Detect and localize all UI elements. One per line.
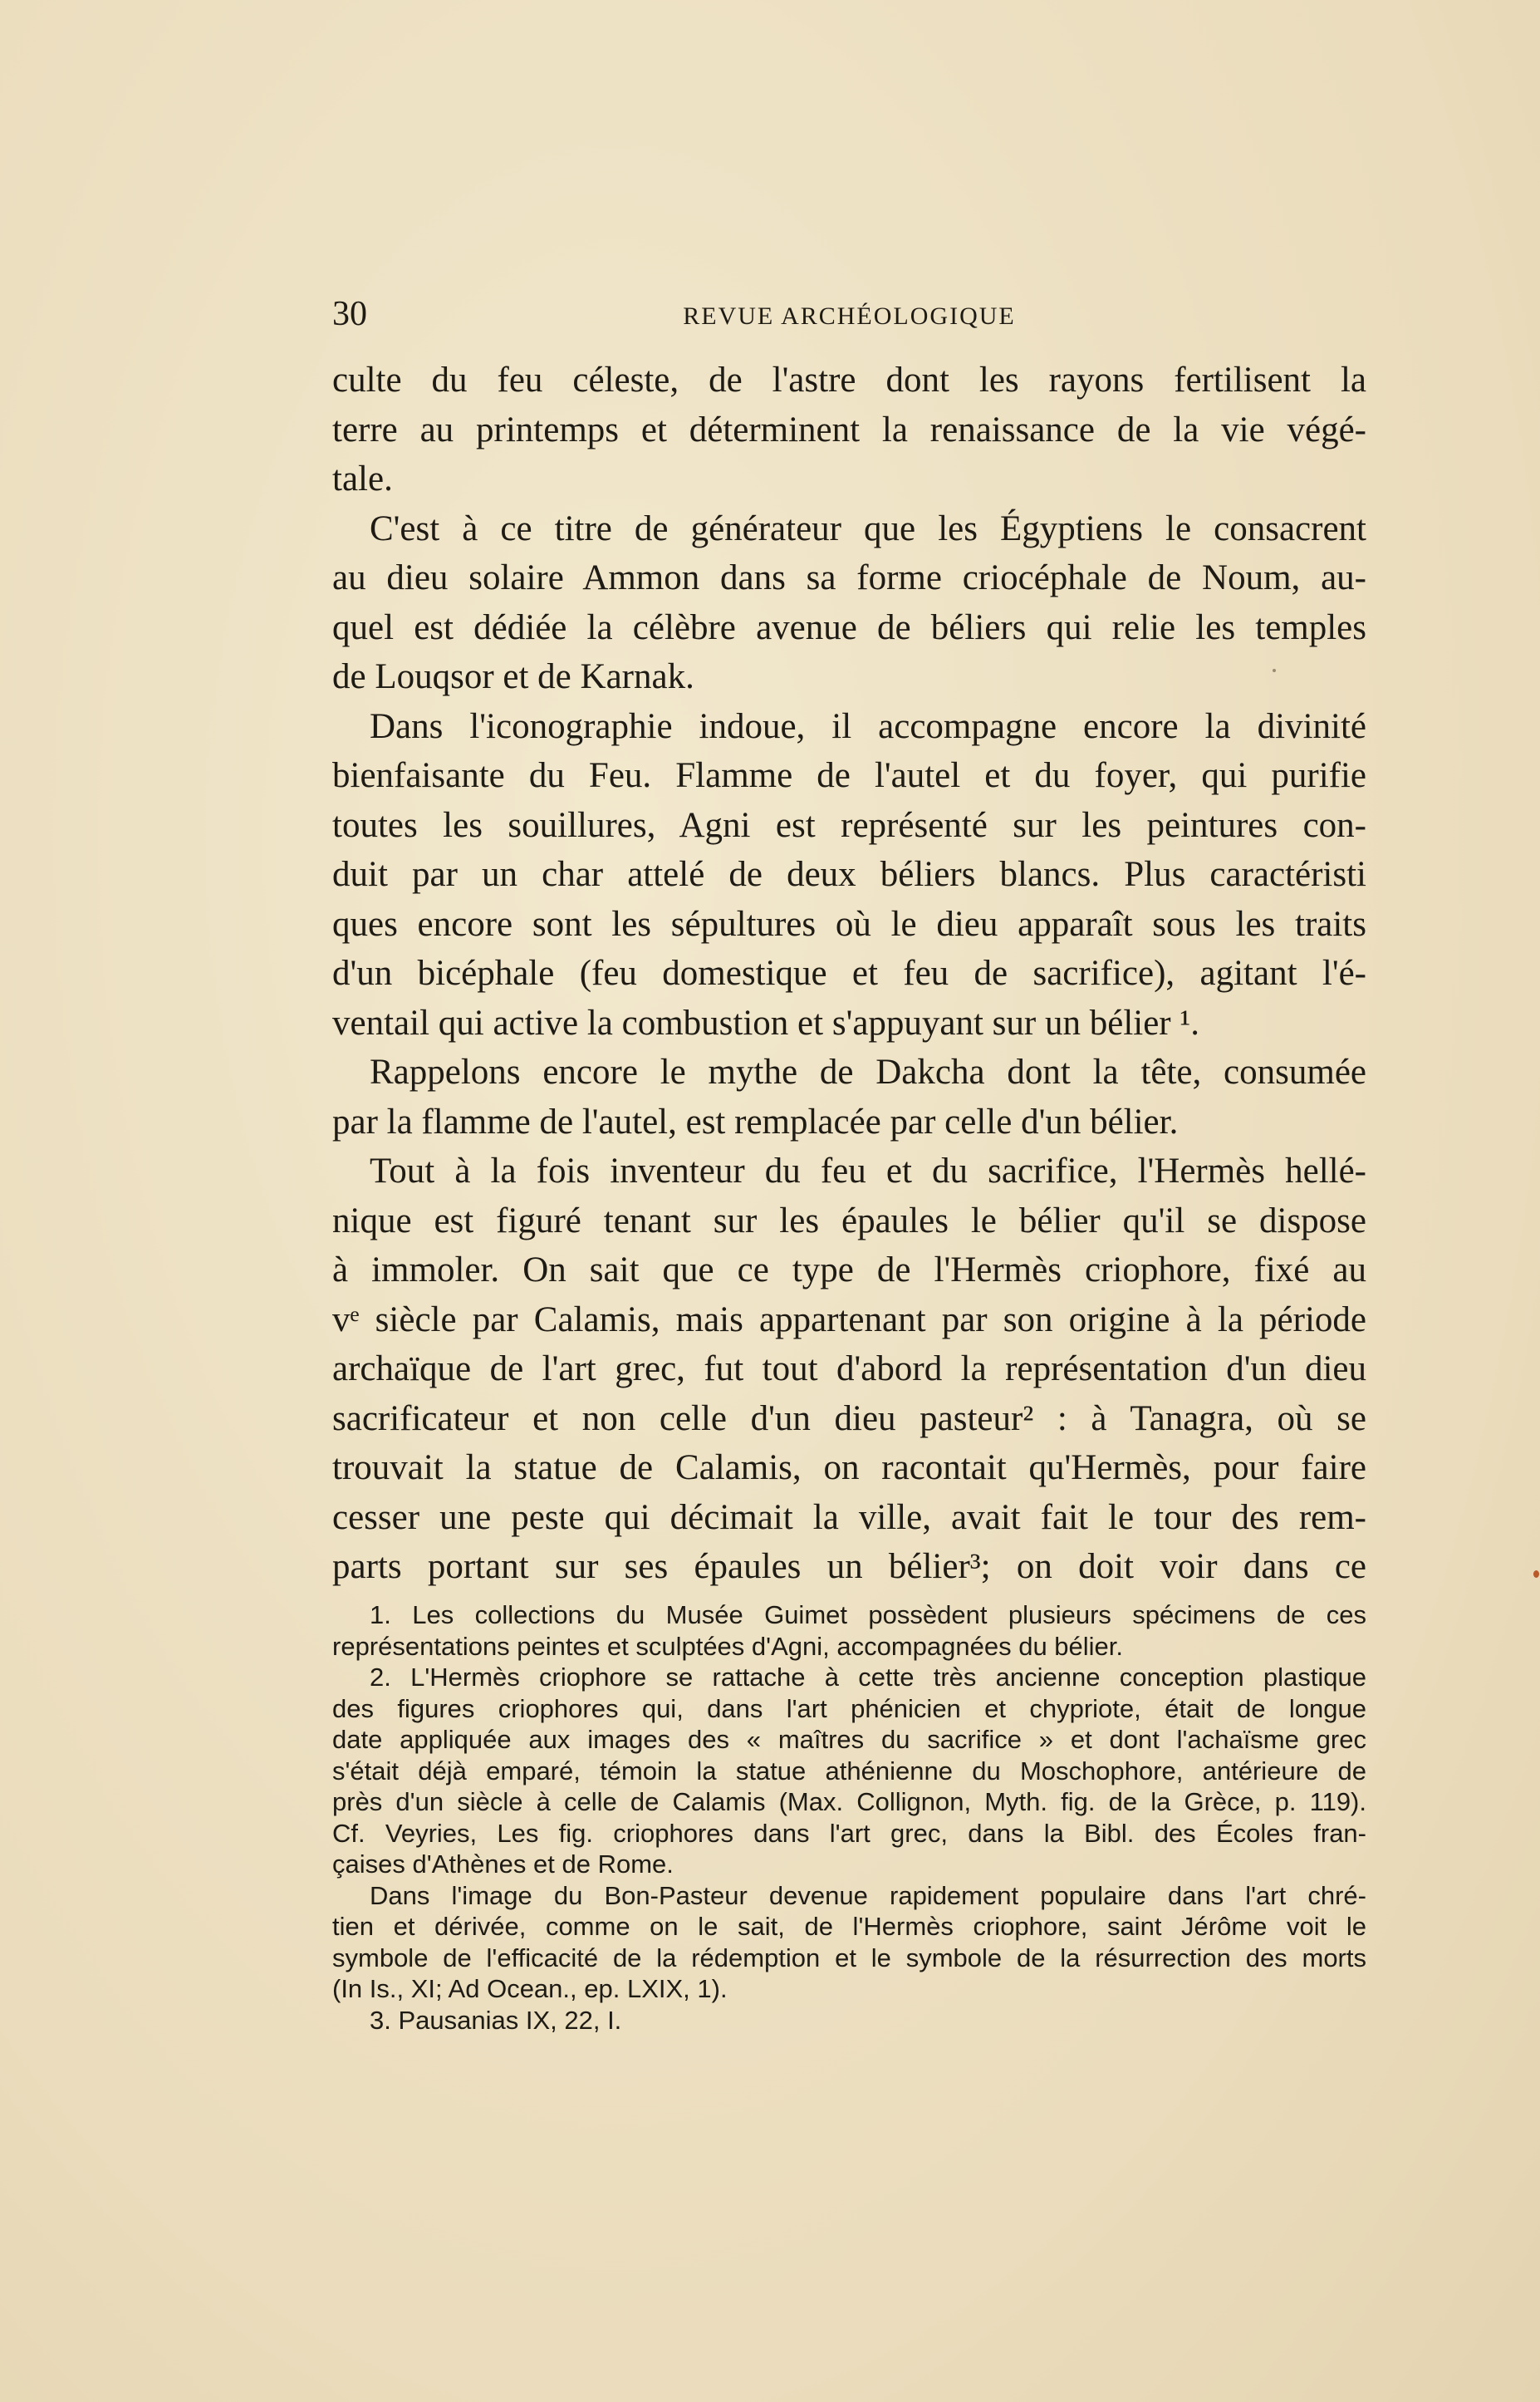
footnotes <box>332 1599 1366 2036</box>
body-line: archaïque de l'art grec, fut tout d'abord la représentation d'un dieu <box>332 1349 1366 1388</box>
footnote-line: çaises d'Athènes et de Rome. <box>332 1849 674 1879</box>
page-header <box>332 289 1366 339</box>
body-line: nique est figuré tenant sur les épaules le bélier qu'il se dispose <box>332 1201 1366 1240</box>
body-line: ventail qui active la combustion et s'appuyant sur un bélier ¹. <box>332 1003 1200 1043</box>
paper-speck <box>1533 1570 1539 1578</box>
body-line: de Louqsor et de Karnak. <box>332 657 694 696</box>
paper-speck <box>1273 669 1276 672</box>
footnote-line: 3. Pausanias IX, 22, I. <box>370 2005 622 2035</box>
body-line: à immoler. On sait que ce type de l'Hermès criophore, fixé au <box>332 1250 1366 1289</box>
body-text <box>332 356 1366 1592</box>
footnote-line: Dans l'image du Bon-Pasteur devenue rapidement populaire dans l'art chré- <box>370 1880 1366 1910</box>
footnote-line: symbole de l'efficacité de la rédemption et le symbole de la résurrection des morts <box>332 1943 1366 1972</box>
footnote-line: (In Is., XI; Ad Ocean., ep. LXIX, 1). <box>332 1974 728 2003</box>
body-line: duit par un char attelé de deux béliers blancs. Plus caractéristi <box>332 855 1366 894</box>
body-line: ques encore sont les sépultures où le dieu apparaît sous les traits <box>332 904 1366 944</box>
footnote-line: représentations peintes et sculptées d'Agni, accompagnées du bélier. <box>332 1631 1124 1661</box>
body-line: C'est à ce titre de générateur que les Égyptiens le consacrent <box>370 508 1366 548</box>
body-line: culte du feu céleste, de l'astre dont les rayons fertilisent la <box>332 361 1366 400</box>
footnote-line: s'était déjà emparé, témoin la statue athénienne du Moschophore, antérieure de <box>332 1756 1366 1786</box>
footnote-line: date appliquée aux images des « maîtres du sacrifice » et dont l'achaïsme grec <box>332 1725 1366 1754</box>
body-line: Tout à la fois inventeur du feu et du sacrifice, l'Hermès hellé- <box>370 1152 1366 1191</box>
footnote-line: des figures criophores qui, dans l'art phénicien et chypriote, était de longue <box>332 1693 1366 1723</box>
body-line: d'un bicéphale (feu domestique et feu de sacrifice), agitant l'é- <box>332 954 1366 993</box>
body-line: sacrificateur et non celle d'un dieu pasteur² : à Tanagra, où se <box>332 1398 1366 1438</box>
footnote-line: 2. L'Hermès criophore se rattache à cette très ancienne conception plastique <box>370 1663 1366 1692</box>
body-line: vᵉ siècle par Calamis, mais appartenant par son origine à la période <box>332 1299 1366 1339</box>
running-head: REVUE ARCHÉOLOGIQUE <box>683 302 1016 330</box>
footnote-line: Cf. Veyries, Les fig. criophores dans l'art grec, dans la Bibl. des Écoles fran- <box>332 1818 1366 1848</box>
page-number: 30 <box>332 295 367 333</box>
body-line: par la flamme de l'autel, est remplacée par celle d'un bélier. <box>332 1102 1179 1142</box>
body-line: cesser une peste qui décimait la ville, avait fait le tour des rem- <box>332 1497 1366 1537</box>
body-line: au dieu solaire Ammon dans sa forme criocéphale de Noum, au- <box>332 558 1366 597</box>
body-line: bienfaisante du Feu. Flamme de l'autel et du foyer, qui purifie <box>332 756 1366 795</box>
footnote-line: près d'un siècle à celle de Calamis (Max. Collignon, Myth. fig. de la Grèce, p. 119). <box>332 1787 1366 1816</box>
footnote-line: 1. Les collections du Musée Guimet possèdent plusieurs spécimens de ces <box>370 1600 1366 1629</box>
body-line: tale. <box>332 459 393 499</box>
body-line: parts portant sur ses épaules un bélier³; on doit voir dans ce <box>332 1547 1366 1586</box>
footnote-line: tien et dérivée, comme on le sait, de l'Hermès criophore, saint Jérôme voit le <box>332 1912 1366 1941</box>
body-line: Dans l'iconographie indoue, il accompagne encore la divinité <box>370 706 1366 746</box>
body-line: quel est dédiée la célèbre avenue de béliers qui relie les temples <box>332 607 1366 647</box>
body-line: Rappelons encore le mythe de Dakcha dont la tête, consumée <box>370 1053 1366 1092</box>
body-line: toutes les souillures, Agni est représenté sur les peintures con- <box>332 805 1366 845</box>
body-line: terre au printemps et déterminent la renaissance de la vie végé- <box>332 410 1366 449</box>
body-line: trouvait la statue de Calamis, on racontait qu'Hermès, pour faire <box>332 1448 1366 1487</box>
